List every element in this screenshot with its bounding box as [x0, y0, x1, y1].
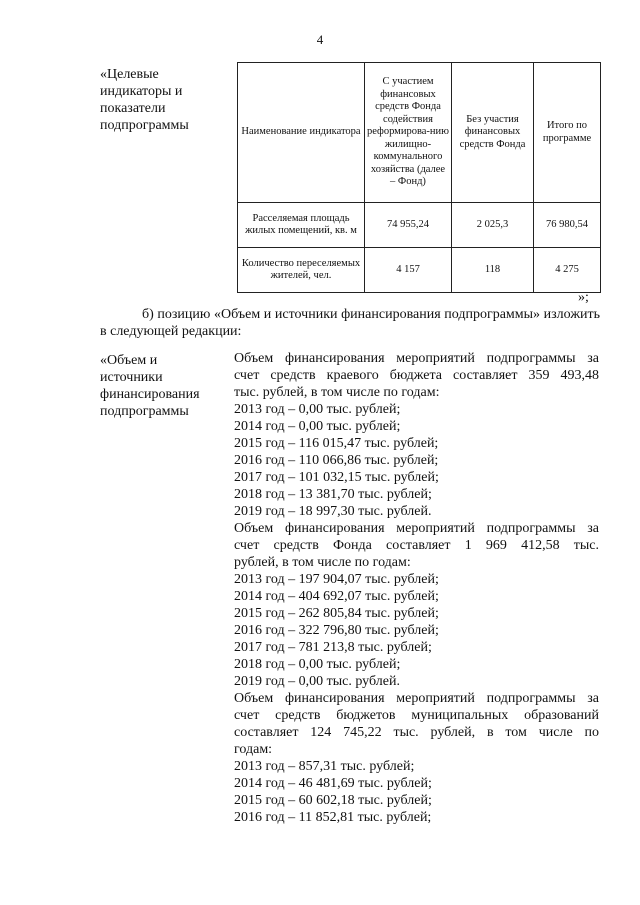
header-indicator-name: Наименование индикатора — [238, 63, 365, 203]
fond-year-line: 2017 год – 781 213,8 тыс. рублей; — [234, 640, 432, 655]
funding-block — [234, 350, 599, 826]
kraevoy-year-line: 2015 год – 116 015,47 тыс. рублей; — [234, 436, 439, 451]
table-row — [238, 203, 601, 248]
targets-label: «Целевые индикаторы и показатели подпрограммы — [100, 67, 189, 133]
kraevoy-intro-line: тыс. рублей, в том числе по годам: — [234, 385, 440, 400]
indicators-table — [237, 62, 601, 293]
fond-year-line: 2019 год – 0,00 тыс. рублей. — [234, 674, 400, 689]
row-area-total: 76 980,54 — [534, 203, 601, 248]
municipal-year-line: 2014 год – 46 481,69 тыс. рублей; — [234, 776, 432, 791]
table-header-row — [238, 63, 601, 203]
header-with-fund: С участием финансовых средств Фонда содействия реформирова-нию жилищно-коммунального хозяйства (далее – Фонд) — [365, 63, 452, 203]
kraevoy-intro-line: Объем финансирования мероприятий подпрограммы за — [234, 351, 599, 366]
kraevoy-year-line: 2014 год – 0,00 тыс. рублей; — [234, 419, 401, 434]
page-number: 4 — [316, 32, 324, 47]
fond-year-line: 2015 год – 262 805,84 тыс. рублей; — [234, 606, 439, 621]
kraevoy-year-line: 2013 год – 0,00 тыс. рублей; — [234, 402, 401, 417]
municipal-year-line: 2016 год – 11 852,81 тыс. рублей; — [234, 810, 432, 825]
row-residents-without-fund: 118 — [452, 248, 534, 293]
header-total: Итого по программе — [534, 63, 601, 203]
amendment-text: б) позицию «Объем и источники финансирования подпрограммы» изложить в следующей редакции: — [100, 307, 600, 339]
fond-intro-line: счет средств Фонда составляет 1 969 412,58 тыс. — [234, 538, 599, 553]
municipal-year-line: 2013 год – 857,31 тыс. рублей; — [234, 759, 415, 774]
header-without-fund: Без участия финансовых средств Фонда — [452, 63, 534, 203]
kraevoy-year-line: 2017 год – 101 032,15 тыс. рублей; — [234, 470, 439, 485]
table-row — [238, 248, 601, 293]
municipal-year-line: 2015 год – 60 602,18 тыс. рублей; — [234, 793, 432, 808]
fond-year-line: 2018 год – 0,00 тыс. рублей; — [234, 657, 401, 672]
kraevoy-year-line: 2019 год – 18 997,30 тыс. рублей. — [234, 504, 432, 519]
funding-label: «Объем и источники финансирования подпрограммы — [100, 353, 200, 419]
fond-intro-line: рублей, в том числе по годам: — [234, 555, 411, 570]
municipal-intro-line: счет средств бюджетов муниципальных образований — [234, 708, 599, 723]
municipal-intro-line: Объем финансирования мероприятий подпрограммы за — [234, 691, 599, 706]
row-residents-name: Количество переселяемых жителей, чел. — [238, 248, 365, 293]
row-area-name: Расселяемая площадь жилых помещений, кв. м — [238, 203, 365, 248]
closing-quote: »; — [578, 290, 589, 305]
fond-year-line: 2013 год – 197 904,07 тыс. рублей; — [234, 572, 439, 587]
fond-intro-line: Объем финансирования мероприятий подпрограммы за — [234, 521, 599, 536]
municipal-intro-line: годам: — [234, 742, 273, 757]
row-residents-total: 4 275 — [534, 248, 601, 293]
kraevoy-intro-line: счет средств краевого бюджета составляет 359 493,48 — [234, 368, 599, 383]
row-area-without-fund: 2 025,3 — [452, 203, 534, 248]
row-residents-with-fund: 4 157 — [365, 248, 452, 293]
fond-year-line: 2016 год – 322 796,80 тыс. рублей; — [234, 623, 439, 638]
amendment-paragraph — [100, 306, 600, 340]
municipal-intro-line: составляет 124 745,22 тыс. рублей, в том числе по — [234, 725, 599, 740]
kraevoy-year-line: 2018 год – 13 381,70 тыс. рублей; — [234, 487, 432, 502]
kraevoy-year-line: 2016 год – 110 066,86 тыс. рублей; — [234, 453, 439, 468]
row-area-with-fund: 74 955,24 — [365, 203, 452, 248]
fond-year-line: 2014 год – 404 692,07 тыс. рублей; — [234, 589, 439, 604]
